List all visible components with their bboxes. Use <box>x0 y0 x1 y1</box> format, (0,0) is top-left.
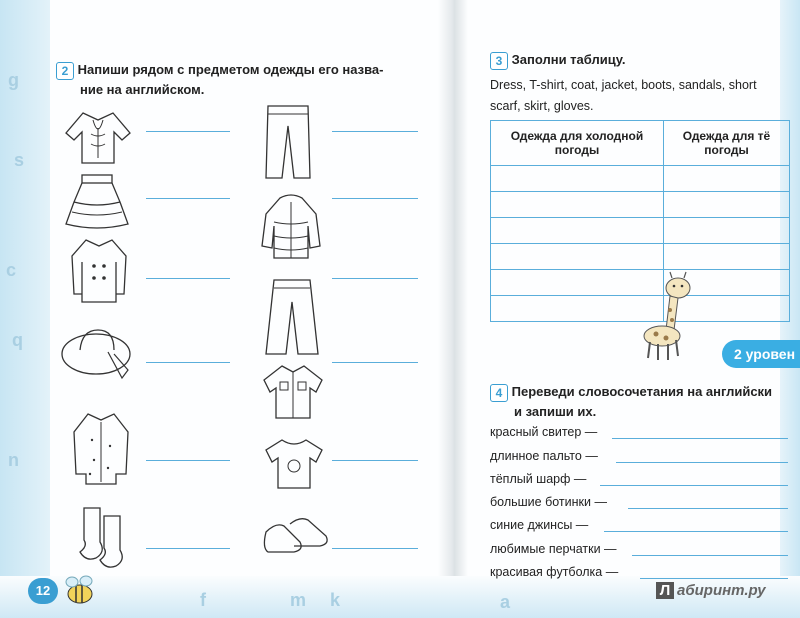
table-row <box>491 244 790 270</box>
decor-letter-icon: f <box>200 590 206 610</box>
table-cell[interactable] <box>664 166 790 192</box>
answer-line[interactable] <box>146 278 230 279</box>
answer-line[interactable] <box>146 460 230 461</box>
giraffe-icon <box>640 270 700 362</box>
watermark <box>656 582 766 599</box>
answer-line[interactable] <box>146 131 230 132</box>
answer-line[interactable] <box>332 362 418 363</box>
table-cell[interactable] <box>491 166 664 192</box>
word-list-line1: Dress, T-shirt, coat, jacket, boots, sandals, short <box>490 78 757 92</box>
table-cell[interactable] <box>664 218 790 244</box>
table-cell[interactable] <box>664 192 790 218</box>
answer-line[interactable] <box>146 198 230 199</box>
hat-icon <box>58 318 138 388</box>
exercise-number: 3 <box>490 52 508 70</box>
decor-letter-icon: m <box>290 590 307 610</box>
table-cell[interactable] <box>491 244 664 270</box>
jacket-icon <box>256 192 326 262</box>
level-badge: 2 уровен <box>722 340 800 368</box>
answer-line[interactable] <box>332 460 418 461</box>
table-header-cold: Одежда для холодной погоды <box>491 121 664 166</box>
tshirt-icon <box>262 436 326 492</box>
decor-letter-icon: c <box>6 260 17 280</box>
decor-letter-icon: k <box>330 590 341 610</box>
answer-line[interactable] <box>332 131 418 132</box>
answer-line[interactable] <box>628 508 788 509</box>
answer-line[interactable] <box>616 462 788 463</box>
decor-letter-icon: g <box>8 70 19 90</box>
answer-line[interactable] <box>146 362 230 363</box>
exercise-number: 2 <box>56 62 74 80</box>
table-cell[interactable] <box>491 218 664 244</box>
answer-line[interactable] <box>146 548 230 549</box>
answer-line[interactable] <box>604 531 788 532</box>
phrase-item: любимые перчатки — <box>490 542 617 556</box>
coat-icon <box>64 236 134 306</box>
table-header-warm: Одежда для тё погоды <box>664 121 790 166</box>
phrase-item: тёплый шарф — <box>490 472 587 486</box>
answer-line[interactable] <box>612 438 788 439</box>
exercise-3-title-text: Заполни таблицу. <box>511 52 626 67</box>
decor-letter-icon: a <box>500 592 511 612</box>
blouse-icon <box>58 108 138 168</box>
word-list <box>490 75 790 117</box>
table-cell[interactable] <box>491 192 664 218</box>
answer-line[interactable] <box>640 578 788 579</box>
shoes-icon <box>260 512 332 562</box>
fur-coat-icon <box>66 410 136 490</box>
table-row <box>491 166 790 192</box>
watermark-box: Л <box>656 582 674 599</box>
exercise-2-title-line2: ние на английском. <box>80 81 205 97</box>
table-cell[interactable] <box>491 270 664 296</box>
table-row <box>491 192 790 218</box>
answer-line[interactable] <box>332 198 418 199</box>
socks-icon <box>70 502 136 572</box>
exercise-number: 4 <box>490 384 508 402</box>
answer-line[interactable] <box>600 485 788 486</box>
wide-trousers-icon <box>262 276 322 358</box>
left-decorative-strip <box>0 0 50 618</box>
exercise-2-title-line1: Напиши рядом с предметом одежды его назва- <box>77 62 384 77</box>
watermark-text: абиринт.ру <box>677 582 766 599</box>
word-list-line2: scarf, skirt, gloves. <box>490 99 594 113</box>
decor-letter-icon: n <box>8 450 19 470</box>
exercise-4-title-line1: Переведи словосочетания на английски <box>511 384 773 399</box>
table-cell[interactable] <box>664 244 790 270</box>
page-gutter <box>438 0 468 618</box>
phrase-item: большие ботинки — <box>490 495 607 509</box>
phrase-item: синие джинсы — <box>490 518 589 532</box>
decor-letter-icon: s <box>14 150 25 170</box>
exercise-4-title <box>490 382 790 421</box>
answer-line[interactable] <box>632 555 788 556</box>
answer-line[interactable] <box>332 278 418 279</box>
answer-line[interactable] <box>332 548 418 549</box>
decor-letter-icon: q <box>12 330 23 350</box>
page-number: 12 <box>28 578 58 604</box>
phrase-item: длинное пальто — <box>490 449 598 463</box>
exercise-4-title-line2: и запиши их. <box>514 403 597 419</box>
table-cell[interactable] <box>491 296 664 322</box>
phrase-item: красный свитер — <box>490 425 598 439</box>
exercise-3-title <box>490 50 790 70</box>
table-row <box>491 218 790 244</box>
bee-icon <box>60 572 100 608</box>
phrase-item: красивая футболка — <box>490 565 619 579</box>
exercise-2-title <box>56 60 436 99</box>
skirt-icon <box>62 172 132 232</box>
shirt-icon <box>258 362 328 422</box>
trousers-icon <box>258 102 318 182</box>
